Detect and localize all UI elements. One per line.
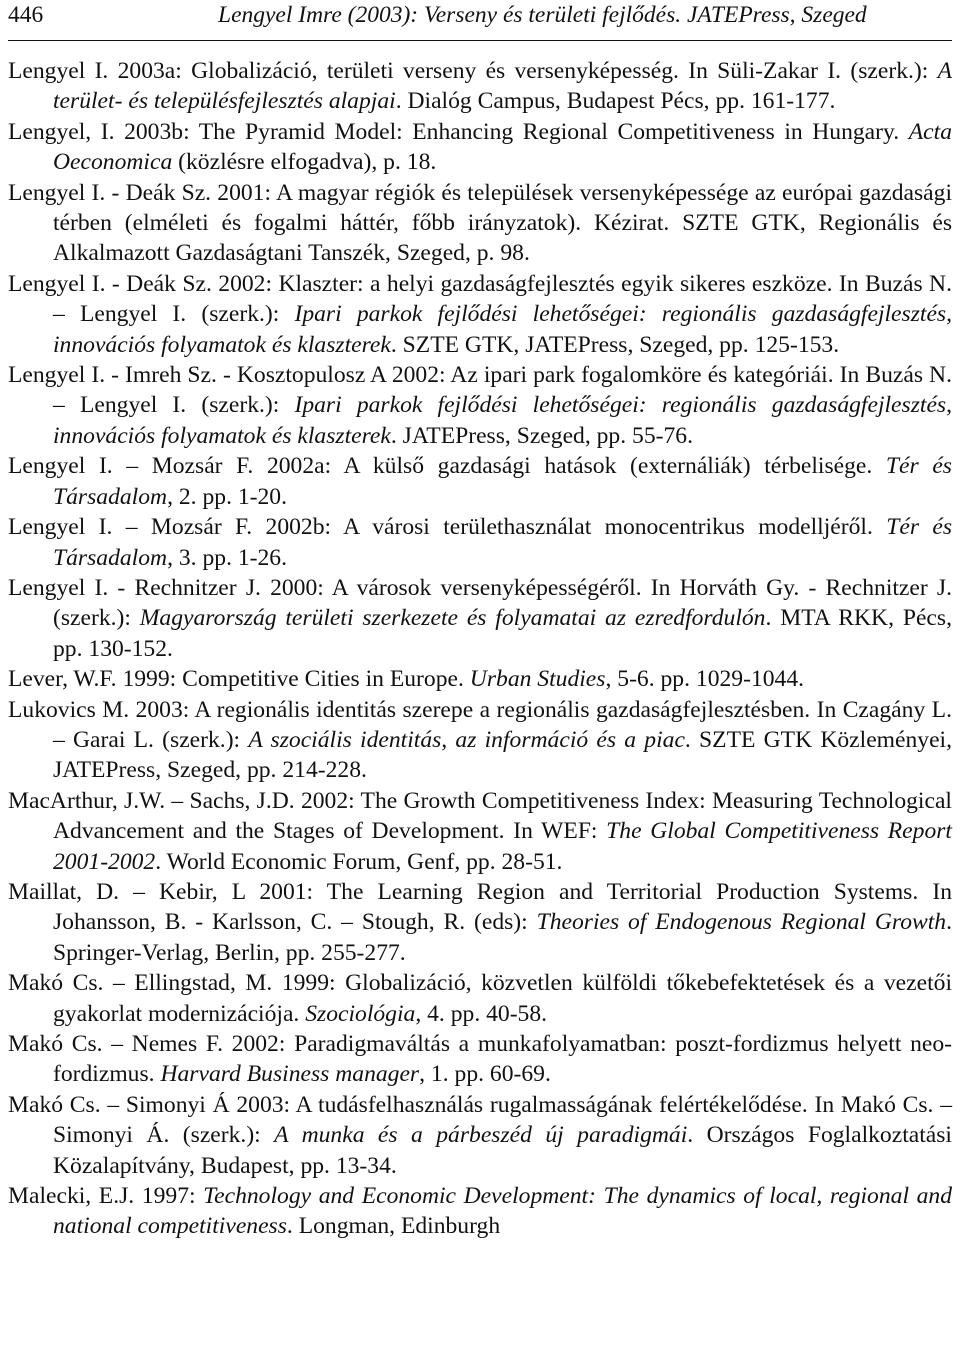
- reference-text: . Longman, Edinburgh: [286, 1213, 501, 1240]
- reference-text: Maillat, D. – Kebir, L 2001: The Learning Region and Territorial Production Systems. In Johansson, B. - Karlsson, C. – Stough, R. (eds):: [8, 878, 952, 936]
- running-title: Lengyel Imre (2003): Verseny és területi fejlődés. JATEPress, Szeged: [218, 2, 867, 28]
- reference-text: . SZTE GTK, JATEPress, Szeged, pp. 125-153.: [390, 331, 840, 358]
- reference-text: Lukovics M. 2003: A regionális identitás szerepe a regionális gazdaságfejlesztésben. In Czagány L. – Garai L. (szerk.):: [8, 696, 952, 753]
- reference-text: Lengyel I. - Imreh Sz. - Kosztopulosz A 2002: Az ipari park fogalomköre és kategóriái. In Buzás N. – Lengyel I. (szerk.):: [8, 362, 952, 419]
- reference-text: Makó Cs. – Ellingstad, M. 1999: Globalizáció, közvetlen külföldi tőkebefektetések és a vezetői gyakorlat modernizációja.: [8, 970, 952, 1027]
- reference-entry: [8, 664, 952, 694]
- reference-entry: [8, 178, 952, 269]
- reference-italic-title: Tér és Társadalom: [53, 514, 953, 571]
- reference-entry: [8, 786, 952, 877]
- reference-italic-title: Urban Studies: [469, 666, 606, 693]
- reference-entry: [8, 1090, 952, 1181]
- reference-italic-title: Technology and Economic Development: The dynamics of local, regional and national competitiveness: [53, 1183, 953, 1240]
- reference-entry: [8, 1181, 952, 1242]
- reference-entry: [8, 56, 952, 117]
- reference-entry: [8, 360, 952, 451]
- reference-text: Lengyel I. - Rechnitzer J. 2000: A városok versenyképességéről. In Horváth Gy. - Rechnitzer J. (szerk.):: [8, 574, 952, 632]
- reference-text: , 3. pp. 1-26.: [167, 544, 288, 571]
- reference-italic-title: Szociológia: [305, 1000, 416, 1027]
- reference-text: . MTA RKK, Pécs, pp. 130-152.: [53, 605, 952, 662]
- reference-entry: [8, 269, 952, 360]
- reference-text: Lengyel, I. 2003b: The Pyramid Model: Enhancing Regional Competitiveness in Hungary.: [8, 118, 909, 145]
- reference-italic-title: A terület- és településfejlesztés alapjai: [53, 58, 952, 115]
- reference-entry: [8, 1029, 952, 1090]
- reference-text: , 2. pp. 1-20.: [167, 483, 288, 510]
- reference-entry: [8, 451, 952, 512]
- reference-text: Lengyel I. – Mozsár F. 2002a: A külső gazdasági hatások (externáliák) térbelisége.: [8, 453, 886, 480]
- reference-italic-title: Ipari parkok fejlődési lehetőségei: regionális gazdaságfejlesztés, innovációs folyamatok és klaszterek: [53, 392, 952, 449]
- reference-italic-title: A munka és a párbeszéd új paradigmái: [274, 1122, 688, 1149]
- reference-italic-title: The Global Competitiveness Report 2001-2002: [53, 818, 952, 875]
- reference-entry: [8, 695, 952, 786]
- reference-text: Makó Cs. – Simonyi Á 2003: A tudásfelhasználás rugalmasságának felértékelődése. In Makó Cs. – Simonyi Á. (szerk.):: [8, 1091, 952, 1149]
- reference-text: Makó Cs. – Nemes F. 2002: Paradigmaváltás a munkafolyamatban: poszt-fordizmus helyett neo-fordizmus.: [8, 1031, 952, 1088]
- reference-list: [8, 56, 952, 1242]
- reference-entry: [8, 877, 952, 968]
- reference-text: , 4. pp. 40-58.: [415, 1000, 548, 1027]
- reference-text: . Springer-Verlag, Berlin, pp. 255-277.: [53, 909, 952, 966]
- reference-entry: [8, 117, 952, 178]
- reference-italic-title: Theories of Endogenous Regional Growth: [536, 909, 947, 936]
- reference-italic-title: Ipari parkok fejlődési lehetőségei: regionális gazdaságfejlesztés, innovációs folyamatok és klaszterek: [53, 301, 952, 358]
- page-number: 446: [8, 2, 44, 28]
- reference-entry: [8, 573, 952, 664]
- reference-italic-title: Tér és Társadalom: [53, 453, 952, 510]
- reference-italic-title: Harvard Business manager: [160, 1061, 420, 1088]
- reference-text: , 5-6. pp. 1029-1044.: [605, 666, 805, 693]
- reference-text: . SZTE GTK Közleményei, JATEPress, Szeged, pp. 214-228.: [53, 726, 953, 784]
- reference-text: , 1. pp. 60-69.: [419, 1061, 551, 1088]
- reference-italic-title: Acta Oeconomica: [53, 118, 952, 176]
- running-header: [8, 0, 952, 41]
- reference-text: Lengyel I. 2003a: Globalizáció, területi verseny és versenyképesség. In Süli-Zakar I. (szerk.):: [8, 58, 938, 84]
- reference-text: Lever, W.F. 1999: Competitive Cities in Europe.: [8, 666, 470, 693]
- reference-text: Malecki, E.J. 1997:: [8, 1183, 204, 1210]
- reference-italic-title: A szociális identitás, az információ és a piac: [248, 726, 685, 753]
- reference-text: . JATEPress, Szeged, pp. 55-76.: [390, 422, 693, 449]
- reference-text: Lengyel I. – Mozsár F. 2002b: A városi területhasználat monocentrikus modelljéről.: [8, 514, 887, 541]
- reference-entry: [8, 512, 952, 573]
- reference-entry: [8, 968, 952, 1029]
- reference-text: . Országos Foglalkoztatási Közalapítvány, Budapest, pp. 13-34.: [53, 1122, 952, 1179]
- reference-text: MacArthur, J.W. – Sachs, J.D. 2002: The Growth Competitiveness Index: Measuring Technological Advancement and the Stages of Development. In WEF:: [8, 787, 952, 845]
- reference-text: . World Economic Forum, Genf, pp. 28-51.: [155, 848, 563, 875]
- reference-text: . Dialóg Campus, Budapest Pécs, pp. 161-177.: [395, 88, 836, 115]
- reference-text: Lengyel I. - Deák Sz. 2002: Klaszter: a helyi gazdaságfejlesztés egyik sikeres eszköze. In Buzás N. – Lengyel I. (szerk.):: [8, 270, 952, 328]
- reference-text: (közlésre elfogadva), p. 18.: [172, 149, 437, 176]
- reference-text: Lengyel I. - Deák Sz. 2001: A magyar régiók és települések versenyképessége az európai gazdasági térben (elméleti és fogalmi háttér, főbb irányzatok). Kézirat. SZTE GTK, Regionális és Alkalmazott Gazdaságtani Tanszék, Szeged, p. 98.: [8, 179, 952, 267]
- reference-italic-title: Magyarország területi szerkezete és folyamatai az ezredfordulón: [139, 605, 766, 632]
